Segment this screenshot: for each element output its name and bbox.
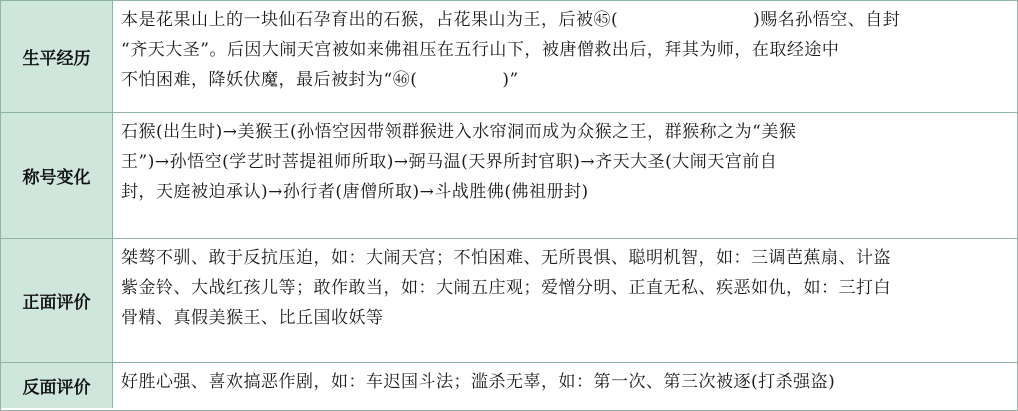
text-segment: )”	[502, 70, 519, 90]
row-label-title-changes: 称号变化	[1, 113, 113, 239]
text-line: 骨精、真假美猴王、比丘国收妖等	[121, 308, 384, 328]
row-label-positive-evaluation: 正面评价	[1, 239, 113, 363]
text-line	[121, 5, 1007, 35]
row-label-negative-evaluation: 反面评价	[1, 363, 113, 408]
title-changes-content	[113, 113, 1017, 239]
text-segment: 本是花果山上的一块仙石孕育出的石猴，占花果山为王，后被㊺(	[121, 10, 619, 30]
text-line: 封，天庭被迫承认)→孙行者(唐僧所取)→斗战胜佛(佛祖册封)	[121, 182, 589, 202]
text-segment: )赐名孙悟空、自封	[753, 10, 901, 30]
negative-evaluation-content	[113, 363, 1017, 408]
text-line: 桀骜不驯、敢于反抗压迫，如：大闹天宫；不怕困难、无所畏惧、聪明机智，如：三调芭蕉扇、计盗	[121, 248, 891, 268]
life-experience-content	[113, 1, 1017, 113]
text-line: 紫金铃、大战红孩儿等；敢作敢当，如：大闹五庄观；爱憎分明、正直无私、疾恶如仇，如：三打白	[121, 278, 891, 298]
positive-evaluation-content	[113, 239, 1017, 363]
text-line	[121, 65, 1007, 95]
row-label-life-experience: 生平经历	[1, 1, 113, 113]
text-line: 王”)→孙悟空(学艺时菩提祖师所取)→弼马温(天界所封官职)→齐天大圣(大闹天宫前自	[121, 152, 778, 172]
text-line: “齐天大圣”。后因大闹天宫被如来佛祖压在五行山下，被唐僧救出后，拜其为师，在取经途中	[121, 40, 840, 60]
text-line: 石猴(出生时)→美猴王(孙悟空因带领群猴进入水帘洞而成为众猴之王，群猴称之为“美猴	[121, 122, 797, 142]
text-segment: 不怕困难，降妖伏魔，最后被封为“㊻(	[121, 70, 418, 90]
text-line: 好胜心强、喜欢搞恶作剧，如：车迟国斗法；滥杀无辜，如：第一次、第三次被逐(打杀强盗)	[121, 372, 836, 392]
